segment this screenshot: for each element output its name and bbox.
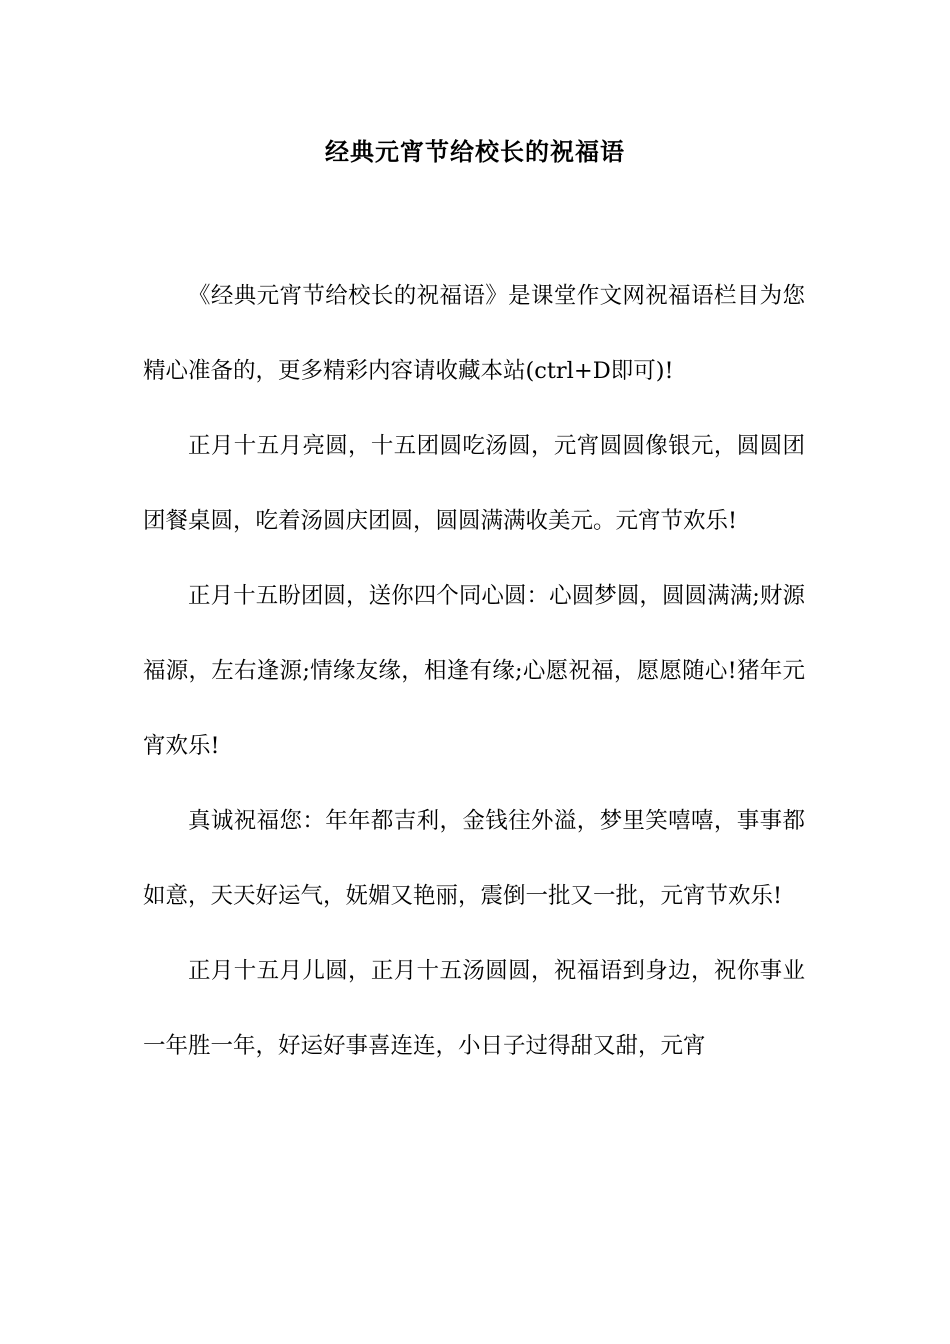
- paragraph-blessing-3: 真诚祝福您：年年都吉利，金钱往外溢，梦里笑嘻嘻，事事都如意，天天好运气，妩媚又艳丽，震倒一批又一批，元宵节欢乐!: [143, 808, 805, 909]
- document-body: [143, 259, 805, 1084]
- paragraph-blessing-1: 正月十五月亮圆，十五团圆吃汤圆，元宵圆圆像银元，圆圆团团餐桌圆，吃着汤圆庆团圆，圆圆满满收美元。元宵节欢乐!: [143, 433, 805, 534]
- paragraph-blessing-2: 正月十五盼团圆，送你四个同心圆：心圆梦圆，圆圆满满;财源福源，左右逢源;情缘友缘，相逢有缘;心愿祝福，愿愿随心!猪年元宵欢乐!: [143, 583, 805, 759]
- paragraph-blessing-4: 正月十五月儿圆，正月十五汤圆圆，祝福语到身边，祝你事业一年胜一年，好运好事喜连连，小日子过得甜又甜，元宵: [143, 958, 805, 1059]
- paragraph-intro: 《经典元宵节给校长的祝福语》是课堂作文网祝福语栏目为您精心准备的，更多精彩内容请收藏本站(ctrl+D即可)!: [143, 283, 805, 384]
- document-title: 经典元宵节给校长的祝福语: [325, 137, 625, 166]
